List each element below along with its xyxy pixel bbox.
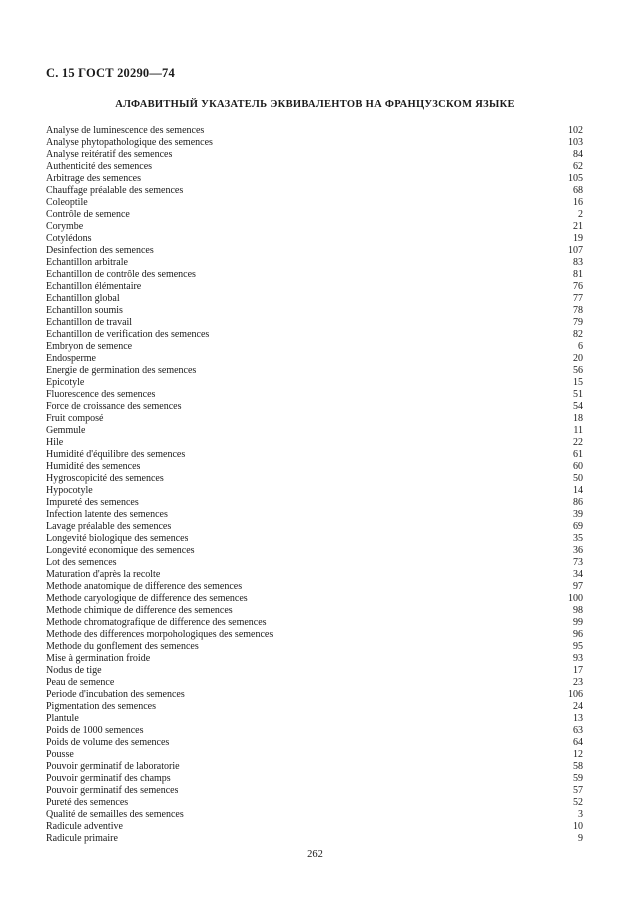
index-number: 24: [573, 701, 583, 712]
page-number: 262: [307, 849, 323, 860]
index-number: 13: [573, 713, 583, 724]
index-number: 52: [573, 797, 583, 808]
index-entry: [46, 701, 583, 713]
index-entry: [46, 221, 583, 233]
index-number: 86: [573, 497, 583, 508]
index-number: 39: [573, 509, 583, 520]
index-term: Echantillon arbitrale: [46, 257, 128, 268]
index-entry: [46, 557, 583, 569]
index-entry: [46, 485, 583, 497]
index-term: Radicule adventive: [46, 821, 123, 832]
index-number: 14: [573, 485, 583, 496]
index-number: 97: [573, 581, 583, 592]
index-number: 23: [573, 677, 583, 688]
index-number: 51: [573, 389, 583, 400]
index-number: 60: [573, 461, 583, 472]
index-number: 50: [573, 473, 583, 484]
index-term: Infection latente des semences: [46, 509, 168, 520]
index-number: 56: [573, 365, 583, 376]
index-entry: [46, 293, 583, 305]
index-term: Echantillon de travail: [46, 317, 133, 328]
index-number: 3: [578, 809, 583, 820]
index-term: Plantule: [46, 713, 79, 724]
index-term: Echantillon élémentaire: [46, 281, 142, 292]
index-term: Mise à germination froide: [46, 653, 151, 664]
index-entry: [46, 749, 583, 761]
index-entry: [46, 737, 583, 749]
index-entry: [46, 593, 583, 605]
index-entry: [46, 509, 583, 521]
index-entry: [46, 185, 583, 197]
index-term: Longevité economique des semences: [46, 545, 195, 556]
index-term: Epicotyle: [46, 377, 85, 388]
index-entry: [46, 617, 583, 629]
index-number: 106: [568, 689, 583, 700]
index-term: Humidité des semences: [46, 461, 141, 472]
index-term: Humidité d'équilibre des semences: [46, 449, 186, 460]
index-entry: [46, 797, 583, 809]
index-number: 99: [573, 617, 583, 628]
index-entry: [46, 605, 583, 617]
index-term: Pouvoir germinatif de laboratorie: [46, 761, 180, 772]
index-term: Echantillon de contrôle des semences: [46, 269, 196, 280]
index-term: Cotylédons: [46, 233, 92, 244]
index-term: Hygroscopicité des semences: [46, 473, 164, 484]
index-entry: [46, 413, 583, 425]
index-term: Fluorescence des semences: [46, 389, 156, 400]
index-entry: [46, 821, 583, 833]
index-number: 19: [573, 233, 583, 244]
index-entry: [46, 365, 583, 377]
index-number: 16: [573, 197, 583, 208]
page-header: С. 15 ГОСТ 20290—74: [46, 66, 175, 80]
index-number: 34: [573, 569, 583, 580]
index-number: 35: [573, 533, 583, 544]
index-term: Methode des differences morpohologiques des semences: [46, 629, 274, 640]
index-term: Methode chromatografique de difference des semences: [46, 617, 267, 628]
index-entry: [46, 629, 583, 641]
index-entry: [46, 665, 583, 677]
index-entry: [46, 785, 583, 797]
index-term: Longevité biologique des semences: [46, 533, 189, 544]
index-term: Fruit composé: [46, 413, 104, 424]
index-term: Lavage préalable des semences: [46, 521, 172, 532]
index-number: 10: [573, 821, 583, 832]
index-term: Qualité de semailles des semences: [46, 809, 184, 820]
index-term: Methode du gonflement des semences: [46, 641, 199, 652]
index-entry: [46, 689, 583, 701]
index-term: Echantillon global: [46, 293, 120, 304]
index-term: Nodus de tige: [46, 665, 102, 676]
index-number: 105: [568, 173, 583, 184]
index-term: Methode chimique de difference des semences: [46, 605, 233, 616]
index-entry: [46, 713, 583, 725]
index-number: 79: [573, 317, 583, 328]
section-title: АЛФАВИТНЫЙ УКАЗАТЕЛЬ ЭКВИВАЛЕНТОВ НА ФРАНЦУЗСКОМ ЯЗЫКЕ: [115, 99, 515, 110]
index-number: 76: [573, 281, 583, 292]
index-term: Radicule primaire: [46, 833, 118, 844]
index-entry: [46, 809, 583, 821]
index-term: Embryon de semence: [46, 341, 133, 352]
index-number: 15: [573, 377, 583, 388]
index-entry: [46, 677, 583, 689]
index-term: Corymbe: [46, 221, 84, 232]
index-entry: [46, 833, 583, 845]
index-number: 2: [578, 209, 583, 220]
index-number: 12: [573, 749, 583, 760]
index-entry: [46, 569, 583, 581]
index-number: 20: [573, 353, 583, 364]
index-number: 61: [573, 449, 583, 460]
index-entry: [46, 197, 583, 209]
index-number: 62: [573, 161, 583, 172]
index-number: 6: [578, 341, 583, 352]
index-number: 9: [578, 833, 583, 844]
index-entry: [46, 389, 583, 401]
index-number: 64: [573, 737, 583, 748]
index-number: 69: [573, 521, 583, 532]
index-entry: [46, 329, 583, 341]
index-number: 82: [573, 329, 583, 340]
index-term: Impureté des semences: [46, 497, 139, 508]
index-term: Coleoptile: [46, 197, 88, 208]
index-number: 18: [573, 413, 583, 424]
index-number: 93: [573, 653, 583, 664]
index-entry: [46, 641, 583, 653]
index-number: 96: [573, 629, 583, 640]
index-number: 78: [573, 305, 583, 316]
index-entry: [46, 581, 583, 593]
index-list: [46, 125, 583, 845]
index-number: 59: [573, 773, 583, 784]
index-entry: [46, 281, 583, 293]
index-term: Energie de germination des semences: [46, 365, 197, 376]
index-term: Pigmentation des semences: [46, 701, 156, 712]
index-entry: [46, 137, 583, 149]
index-entry: [46, 773, 583, 785]
index-entry: [46, 653, 583, 665]
index-term: Maturation d'après la recolte: [46, 569, 161, 580]
index-entry: [46, 725, 583, 737]
index-entry: [46, 449, 583, 461]
index-entry: [46, 269, 583, 281]
index-entry: [46, 401, 583, 413]
index-entry: [46, 353, 583, 365]
index-term: Hile: [46, 437, 64, 448]
index-term: Gemmule: [46, 425, 86, 436]
index-term: Arbitrage des semences: [46, 173, 141, 184]
index-entry: [46, 317, 583, 329]
index-number: 83: [573, 257, 583, 268]
index-entry: [46, 461, 583, 473]
index-number: 77: [573, 293, 583, 304]
index-number: 84: [573, 149, 583, 160]
index-term: Contrôle de semence: [46, 209, 130, 220]
index-entry: [46, 497, 583, 509]
index-number: 36: [573, 545, 583, 556]
index-entry: [46, 521, 583, 533]
index-term: Poids de volume des semences: [46, 737, 170, 748]
index-term: Echantillon de verification des semences: [46, 329, 210, 340]
index-term: Peau de semence: [46, 677, 115, 688]
index-term: Echantillon soumis: [46, 305, 123, 316]
index-entry: [46, 425, 583, 437]
index-entry: [46, 161, 583, 173]
index-entry: [46, 149, 583, 161]
index-term: Pouvoir germinatif des semences: [46, 785, 179, 796]
index-number: 17: [573, 665, 583, 676]
index-entry: [46, 545, 583, 557]
index-term: Force de croissance des semences: [46, 401, 182, 412]
index-entry: [46, 245, 583, 257]
index-term: Pousse: [46, 749, 74, 760]
index-number: 68: [573, 185, 583, 196]
index-number: 21: [573, 221, 583, 232]
index-number: 81: [573, 269, 583, 280]
index-term: Endosperme: [46, 353, 96, 364]
index-number: 103: [568, 137, 583, 148]
index-entry: [46, 473, 583, 485]
index-entry: [46, 257, 583, 269]
index-entry: [46, 377, 583, 389]
index-term: Poids de 1000 semences: [46, 725, 144, 736]
index-term: Methode caryologique de difference des semences: [46, 593, 248, 604]
index-entry: [46, 305, 583, 317]
index-entry: [46, 437, 583, 449]
index-term: Chauffage préalable des semences: [46, 185, 184, 196]
index-term: Pouvoir germinatif des champs: [46, 773, 171, 784]
index-term: Periode d'incubation des semences: [46, 689, 185, 700]
index-number: 57: [573, 785, 583, 796]
index-entry: [46, 125, 583, 137]
index-term: Analyse de luminescence des semences: [46, 125, 205, 136]
index-entry: [46, 341, 583, 353]
index-term: Methode anatomique de difference des semences: [46, 581, 243, 592]
index-number: 98: [573, 605, 583, 616]
index-entry: [46, 233, 583, 245]
index-number: 58: [573, 761, 583, 772]
index-term: Analyse reitératif des semences: [46, 149, 173, 160]
index-number: 107: [568, 245, 583, 256]
index-number: 95: [573, 641, 583, 652]
index-term: Lot des semences: [46, 557, 117, 568]
index-entry: [46, 209, 583, 221]
index-entry: [46, 173, 583, 185]
index-number: 11: [573, 425, 583, 436]
index-number: 63: [573, 725, 583, 736]
index-term: Pureté des semences: [46, 797, 129, 808]
index-number: 102: [568, 125, 583, 136]
index-number: 100: [568, 593, 583, 604]
index-number: 73: [573, 557, 583, 568]
index-term: Desinfection des semences: [46, 245, 154, 256]
index-term: Analyse phytopathologique des semences: [46, 137, 213, 148]
index-entry: [46, 761, 583, 773]
index-number: 54: [573, 401, 583, 412]
index-number: 22: [573, 437, 583, 448]
index-entry: [46, 533, 583, 545]
index-term: Authenticité des semences: [46, 161, 153, 172]
index-term: Hypocotyle: [46, 485, 93, 496]
